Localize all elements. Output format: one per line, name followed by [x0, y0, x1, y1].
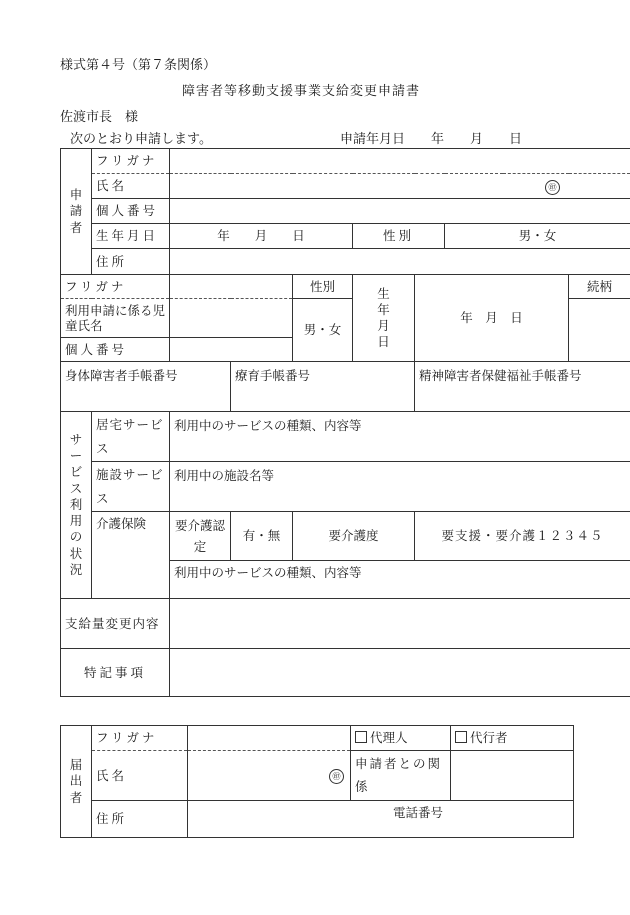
agent-checkbox[interactable] [351, 726, 451, 751]
proxy-label: 代行者 [470, 730, 508, 746]
change-content-field[interactable] [170, 599, 630, 649]
relation-field[interactable] [451, 751, 574, 801]
application-table [60, 148, 630, 697]
home-service-label: 居宅サービス [92, 412, 170, 462]
relation-label: 申請者との関係 [351, 751, 451, 801]
phone-label: 電話番号 [393, 805, 444, 820]
applicant-sex-label: 性別 [353, 224, 445, 249]
notifier-name-label: 氏名 [92, 751, 188, 801]
applicant-furigana-label: フリガナ [92, 149, 170, 174]
child-sex-label: 性別 [293, 275, 353, 299]
service-side-label: サービス利用の状況 [61, 412, 92, 599]
notifier-furigana-field[interactable] [188, 726, 351, 751]
change-content-label: 支給量変更内容 [61, 599, 170, 649]
mental-handbook-label[interactable]: 精神障害者保健福祉手帳番号 [415, 362, 630, 412]
home-service-field[interactable]: 利用中のサービスの種類、内容等 [170, 412, 630, 462]
notifier-address-label: 住所 [92, 801, 188, 838]
child-relation-field[interactable] [569, 299, 630, 362]
child-personal-no-field[interactable] [170, 338, 293, 362]
child-furigana-label: フリガナ [61, 275, 170, 299]
applicant-side-label: 申請者 [61, 149, 92, 275]
facility-service-label: 施設サービス [92, 462, 170, 512]
child-relation-label: 続柄 [569, 275, 630, 299]
facility-service-field[interactable]: 利用中の施設名等 [170, 462, 630, 512]
ryoiku-handbook-label[interactable]: 療育手帳番号 [231, 362, 415, 412]
care-service-field[interactable]: 利用中のサービスの種類、内容等 [170, 561, 630, 599]
addressee: 佐渡市長 様 [60, 110, 139, 125]
care-yes-no-field[interactable]: 有・無 [231, 512, 293, 561]
notifier-table [60, 725, 574, 838]
child-birth-field[interactable]: 年 月 日 [415, 275, 569, 362]
notifier-furigana-label: フリガナ [92, 726, 188, 751]
care-level-label: 要介護度 [293, 512, 415, 561]
agent-check-box[interactable] [355, 731, 367, 743]
child-name-label: 利用申請に係る児童氏名 [61, 299, 170, 338]
form-title: 障害者等移動支援事業支給変更申請書 [182, 84, 421, 99]
special-notes-field[interactable] [170, 649, 630, 697]
form-number: 様式第４号（第７条関係） [60, 58, 217, 73]
child-sex-field[interactable]: 男・女 [293, 299, 353, 362]
applicant-personal-no-field[interactable] [170, 199, 630, 224]
applicant-personal-no-label: 個人番号 [92, 199, 170, 224]
special-notes-label: 特記事項 [61, 649, 170, 697]
applicant-name-label: 氏名 [92, 174, 170, 199]
seal-mark: ㊞ [545, 180, 560, 195]
agent-label: 代理人 [370, 730, 408, 746]
applicant-name-field[interactable] [170, 174, 630, 199]
care-insurance-label: 介護保険 [92, 512, 170, 599]
applicant-address-field[interactable] [170, 249, 630, 275]
physical-handbook-label[interactable]: 身体障害者手帳番号 [61, 362, 231, 412]
child-birth-label: 生年月日 [353, 275, 415, 362]
notifier-name-field[interactable] [188, 751, 351, 801]
care-level-field[interactable]: 要支援・要介護１２３４５ [415, 512, 630, 561]
child-name-field[interactable] [170, 299, 293, 338]
child-furigana-field[interactable] [170, 275, 293, 299]
applicant-sex-field[interactable]: 男・女 [445, 224, 630, 249]
notifier-address-field[interactable] [188, 801, 574, 838]
intro-text: 次のとおり申請します。 [70, 132, 212, 147]
care-certification-label: 要介護認定 [170, 512, 231, 561]
applicant-birth-field[interactable]: 年 月 日 [170, 224, 353, 249]
notifier-side-label: 届出者 [61, 726, 92, 838]
application-date: 申請年月日 年 月 日 [340, 132, 523, 147]
applicant-address-label: 住所 [92, 249, 170, 275]
applicant-furigana-field[interactable] [170, 149, 630, 174]
proxy-check-box[interactable] [455, 731, 467, 743]
proxy-checkbox[interactable] [451, 726, 574, 751]
notifier-seal-mark: ㊞ [329, 769, 344, 784]
applicant-birth-label: 生年月日 [92, 224, 170, 249]
child-personal-no-label: 個人番号 [61, 338, 170, 362]
